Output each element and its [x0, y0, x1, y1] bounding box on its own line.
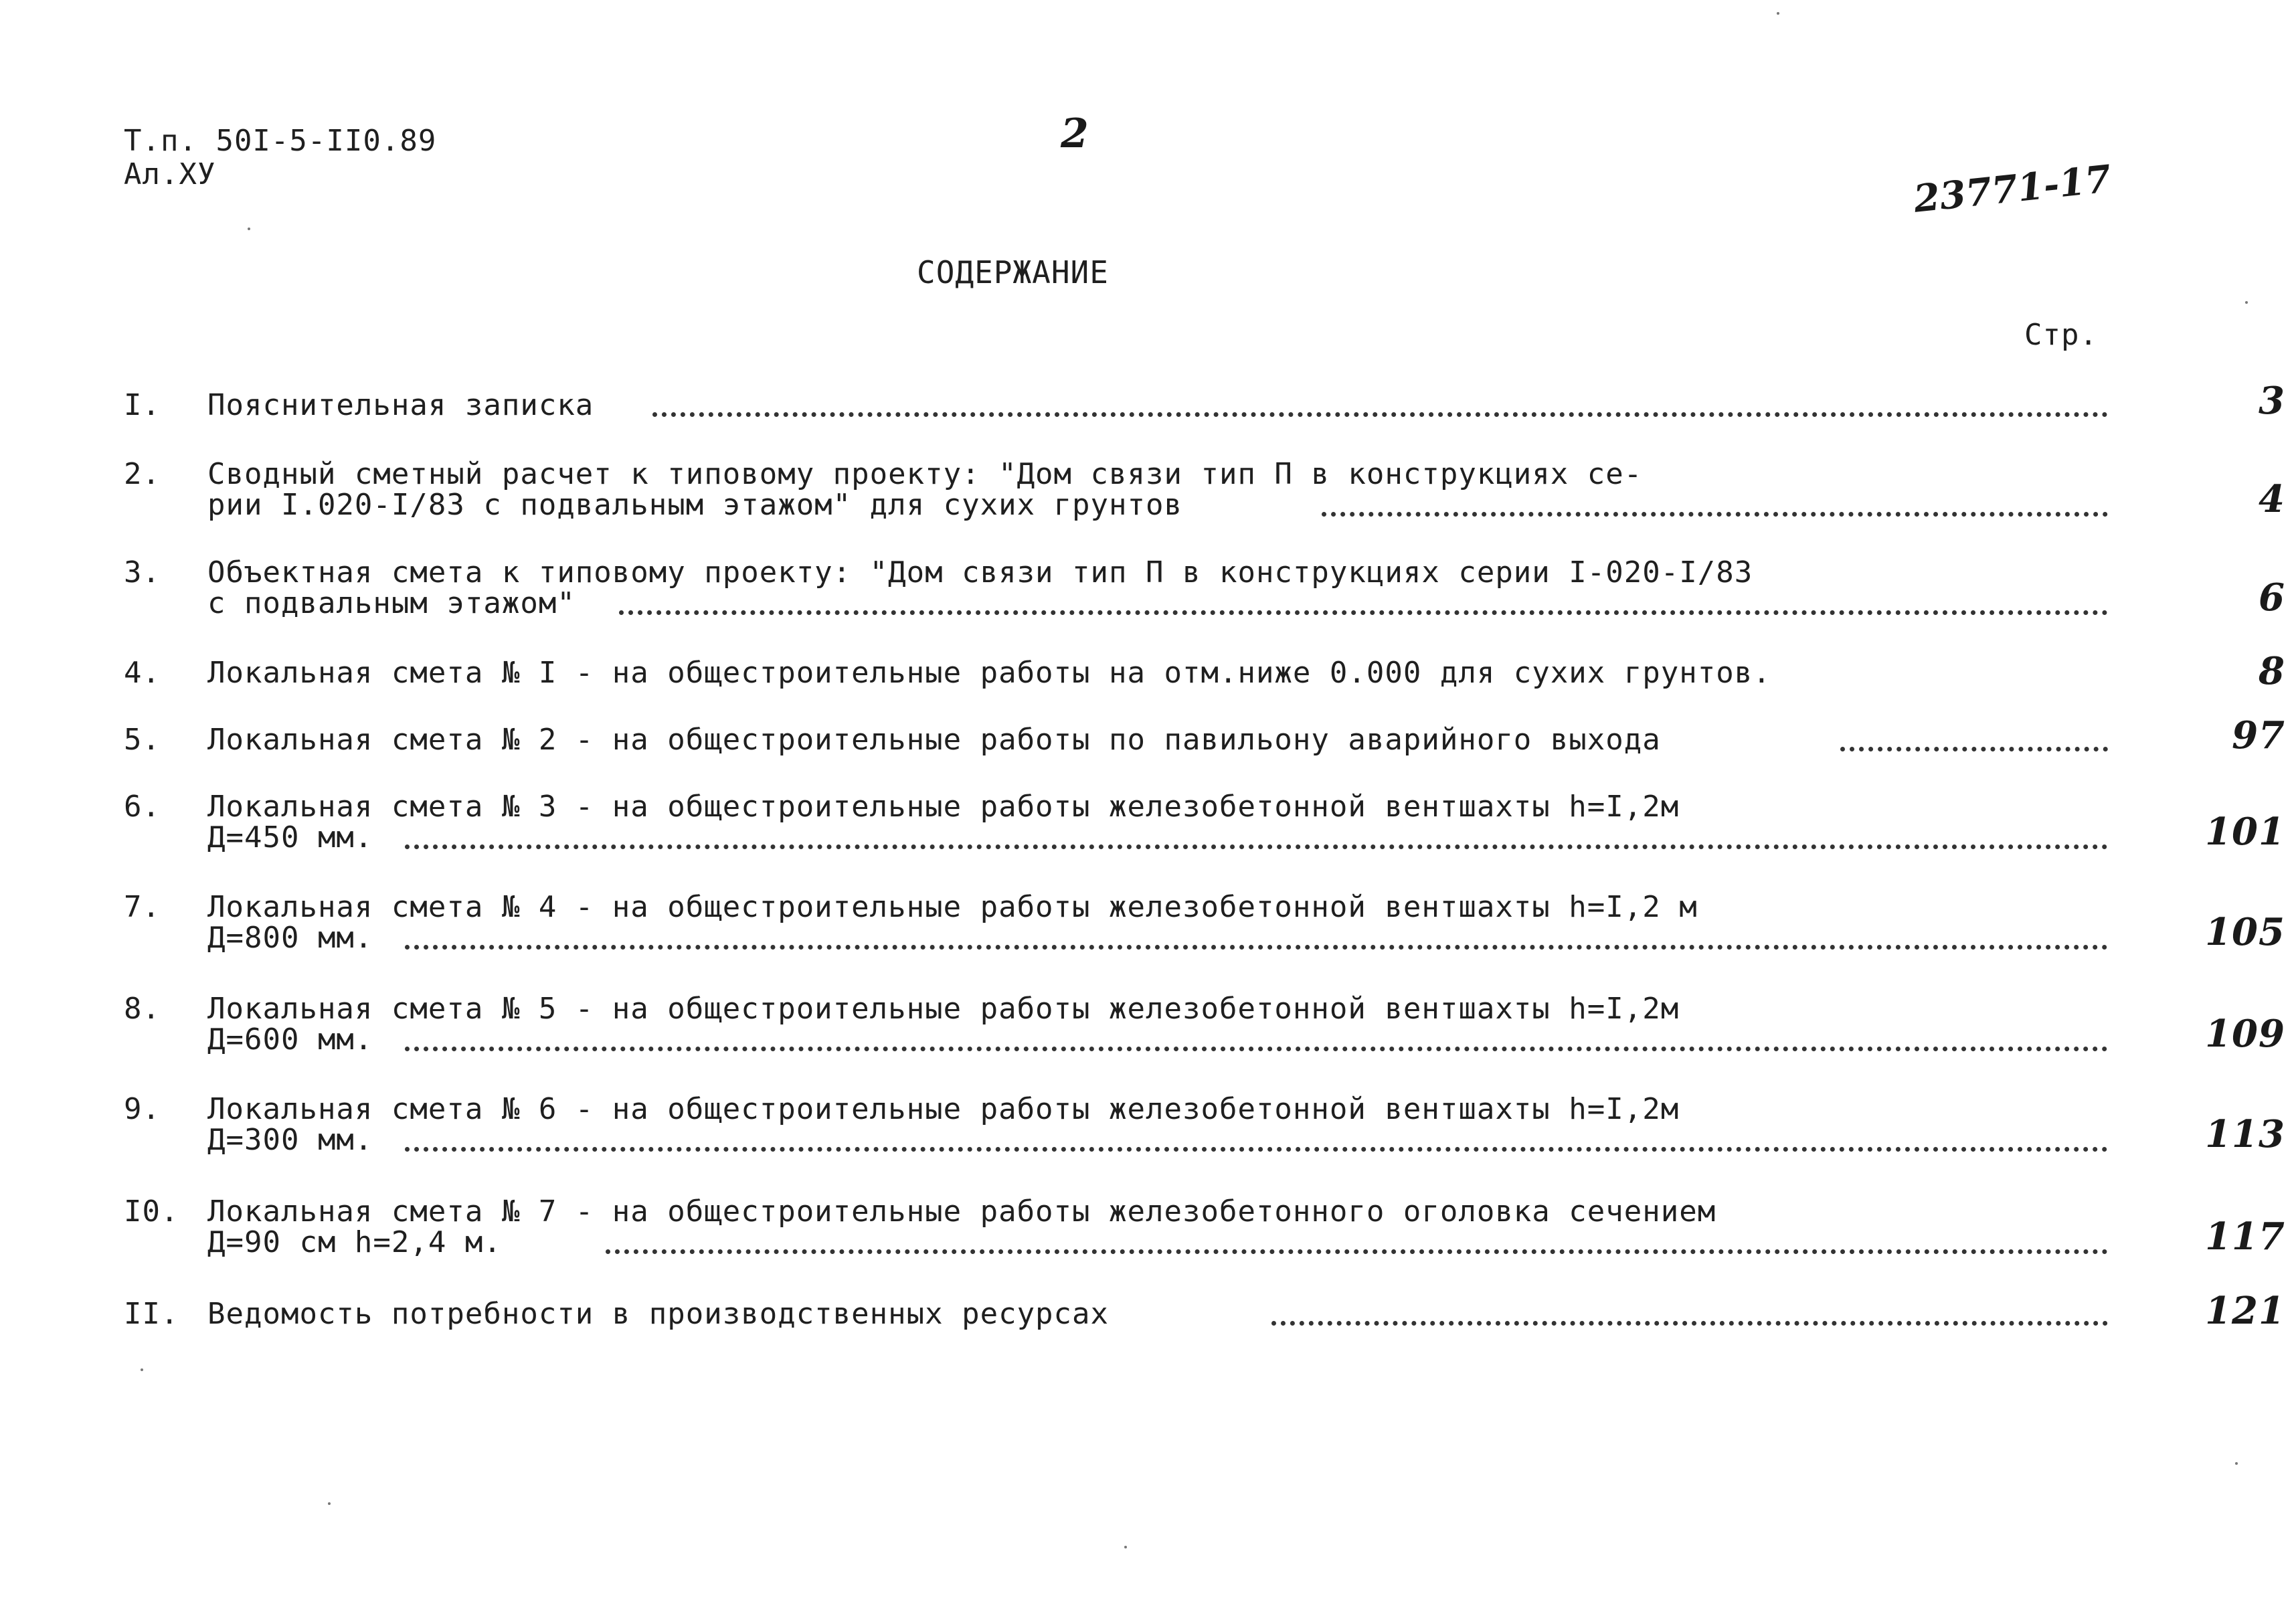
entry-title-line2: рии I.020-I/83 с подвальным этажом" для сухих грунтов — [207, 488, 1182, 522]
doc-code: Т.п. 50I-5-II0.89 — [124, 124, 437, 158]
entry-title-line1: Пояснительная записка — [207, 388, 594, 422]
entry-title-line2: Д=600 мм. — [207, 1022, 373, 1057]
scan-speck — [248, 228, 250, 230]
entry-title-line2: Д=90 см h=2,4 м. — [207, 1225, 502, 1259]
entry-number: I0. — [124, 1194, 179, 1229]
leader-dots — [405, 945, 2108, 950]
entry-title-line1: Локальная смета № 5 - на общестроительные работы железобетонной вентшахты h=I,2м — [207, 992, 1680, 1026]
entry-page: 97 — [2232, 713, 2285, 757]
leader-dots — [1271, 1321, 2108, 1326]
leader-dots — [1840, 747, 2108, 751]
toc-entry-9 — [124, 1092, 2285, 1172]
toc-entry-2 — [124, 457, 2285, 537]
entry-title-line2: Д=300 мм. — [207, 1123, 373, 1157]
scan-speck — [328, 1502, 331, 1505]
entry-title-line2: Д=450 мм. — [207, 820, 373, 855]
entry-title-line1: Объектная смета к типовому проекту: "Дом связи тип П в конструкциях серии I-020-I/83 — [207, 555, 1753, 590]
entry-title-line1: Локальная смета № 7 - на общестроительные работы железобетонного оголовка сечением — [207, 1194, 1716, 1229]
entry-title-line1: Сводный сметный расчет к типовому проекту: "Дом связи тип П в конструкциях се- — [207, 457, 1643, 491]
entry-page: 105 — [2205, 910, 2285, 954]
toc-entry-3 — [124, 555, 2285, 636]
entry-number: 2. — [124, 457, 161, 491]
scan-speck — [2235, 1462, 2238, 1465]
page-title: СОДЕРЖАНИЕ — [917, 254, 1109, 290]
sheet-number: 2 — [1061, 110, 1089, 157]
entry-page: 121 — [2205, 1289, 2285, 1333]
entry-number: 9. — [124, 1092, 161, 1126]
entry-title-line1: Локальная смета № 4 - на общестроительные работы железобетонной вентшахты h=I,2 м — [207, 890, 1698, 924]
entry-title-line1: Ведомость потребности в производственных ресурсах — [207, 1297, 1110, 1331]
leader-dots — [606, 1249, 2108, 1254]
album-number: Ал.ХУ — [124, 157, 216, 191]
toc-entry-1 — [124, 379, 2285, 468]
entry-number: 3. — [124, 555, 161, 590]
entry-title-line1: Локальная смета № 2 - на общестроительные работы по павильону аварийного выхода — [207, 723, 1661, 757]
scan-speck — [1124, 1546, 1127, 1548]
entry-number: 8. — [124, 992, 161, 1026]
entry-number: I. — [124, 388, 161, 422]
entry-number: 5. — [124, 723, 161, 757]
toc-entry-6 — [124, 790, 2285, 870]
entry-page: 113 — [2205, 1112, 2285, 1156]
toc-entry-8 — [124, 992, 2285, 1072]
entry-number: 7. — [124, 890, 161, 924]
entry-page: 101 — [2205, 810, 2285, 854]
entry-title-line1: Локальная смета № 3 - на общестроительные работы железобетонной вентшахты h=I,2м — [207, 790, 1680, 824]
entry-title-line2: Д=800 мм. — [207, 921, 373, 955]
leader-dots — [405, 844, 2108, 849]
leader-dots — [405, 1147, 2108, 1152]
entry-page: 4 — [2259, 477, 2285, 521]
entry-page: 6 — [2259, 575, 2285, 620]
entry-title-line2: с подвальным этажом" — [207, 586, 576, 620]
entry-number: II. — [124, 1297, 179, 1331]
inventory-number: 23771-17 — [1911, 157, 2113, 221]
entry-page: 109 — [2205, 1012, 2285, 1056]
entry-number: 4. — [124, 656, 161, 690]
scan-speck — [1777, 12, 1779, 15]
leader-dots — [619, 610, 2108, 615]
leader-dots — [652, 412, 2108, 417]
entry-page: 117 — [2205, 1215, 2285, 1259]
entry-title-line1: Локальная смета № I - на общестроительные работы на отм.ниже 0.000 для сухих грунтов. — [207, 656, 1771, 690]
entry-page: 8 — [2259, 649, 2285, 693]
entry-title-line1: Локальная смета № 6 - на общестроительные работы железобетонной вентшахты h=I,2м — [207, 1092, 1680, 1126]
leader-dots — [1322, 512, 2108, 517]
scan-speck — [2245, 301, 2248, 304]
entry-page: 3 — [2259, 379, 2285, 423]
leader-dots — [405, 1047, 2108, 1051]
toc-entry-7 — [124, 890, 2285, 970]
entry-number: 6. — [124, 790, 161, 824]
scan-speck — [141, 1368, 143, 1371]
toc-entry-11 — [124, 1289, 2285, 1377]
page-column-label: Стр. — [2024, 318, 2098, 352]
toc-entry-10 — [124, 1194, 2285, 1275]
